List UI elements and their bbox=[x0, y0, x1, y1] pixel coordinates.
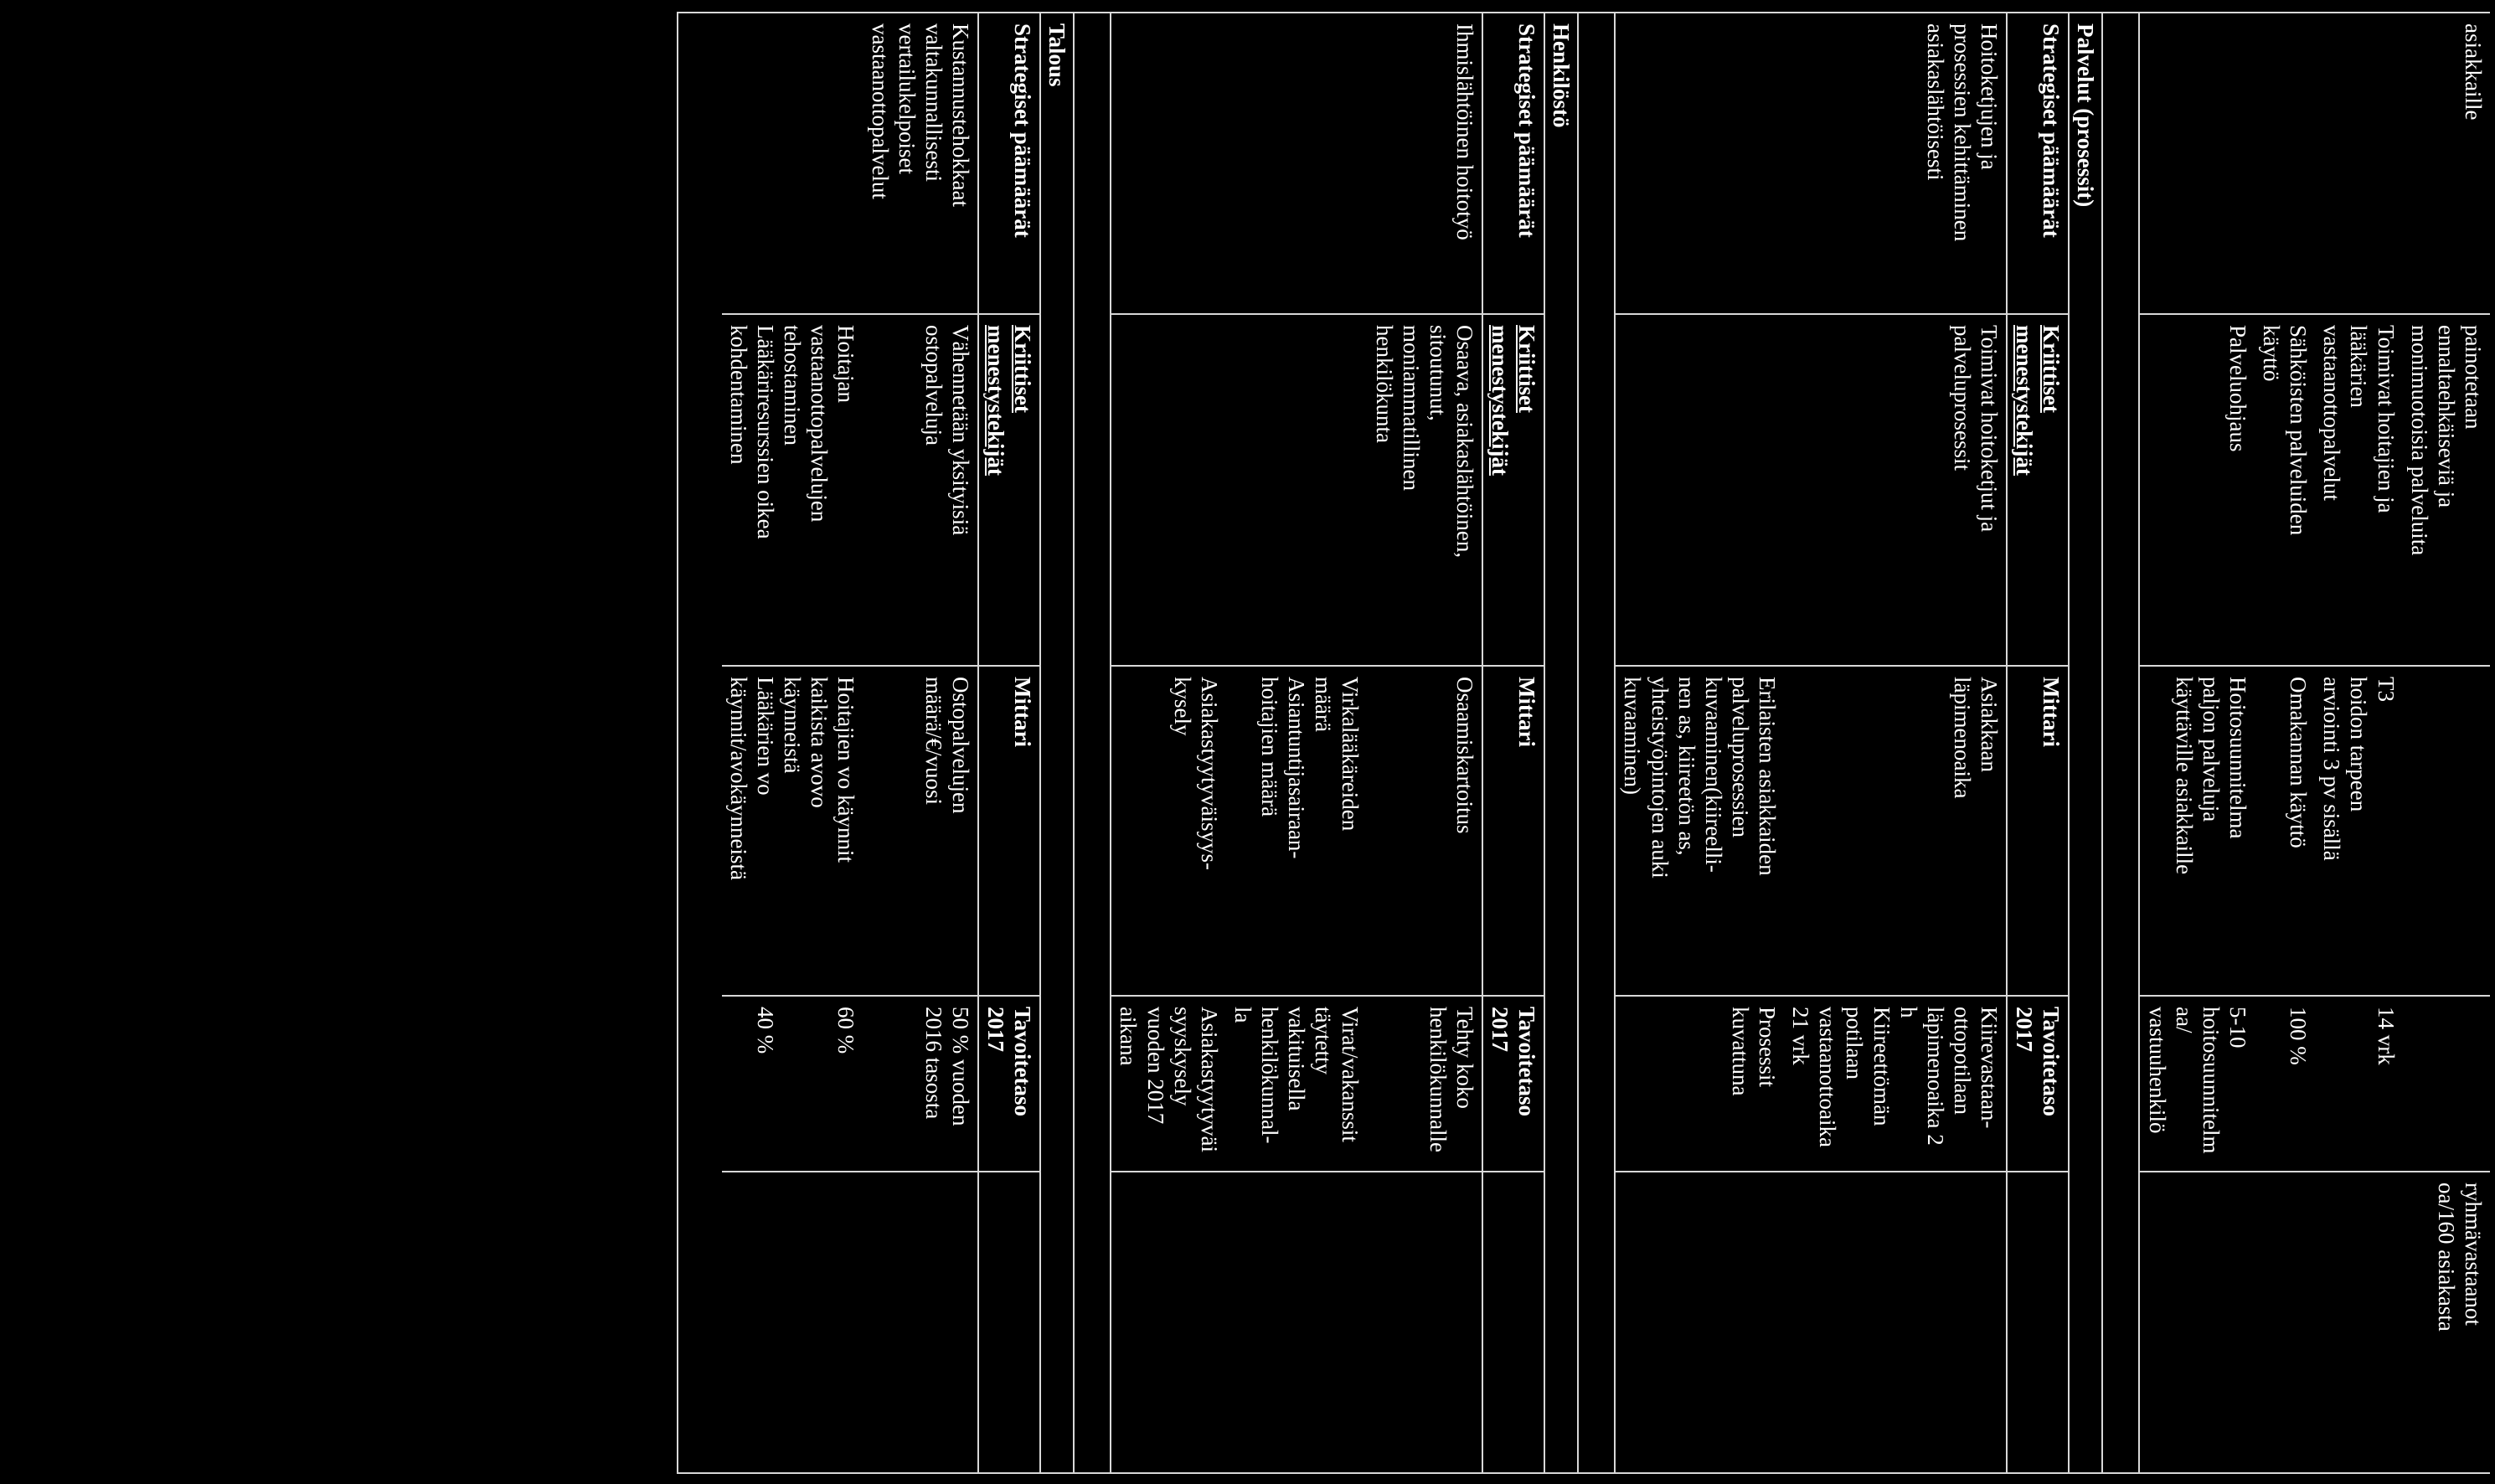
extra-cell bbox=[1226, 1172, 1368, 1473]
table-row bbox=[1784, 13, 2007, 1473]
table-row bbox=[863, 13, 979, 1473]
column-header: Strategiset päämäärät bbox=[1482, 13, 1544, 314]
column-header: Kriittiset menestystekijät bbox=[978, 314, 1040, 666]
target-cell bbox=[2403, 996, 2490, 1172]
target-cell: Tehty koko henkilökunnalle bbox=[1368, 996, 1483, 1172]
goal-cell bbox=[2255, 13, 2315, 314]
column-header: Tavoitetaso 2017 bbox=[1482, 996, 1544, 1172]
extra-cell: ryhmävastaanot oa/160 asiakasta bbox=[2403, 1172, 2490, 1473]
meter-cell: Virkalääkäreiden määrä Asiantuntijasairaan- hoitajien määrä bbox=[1226, 666, 1368, 996]
section-title-row bbox=[1544, 13, 1578, 1473]
goal-cell bbox=[1111, 13, 1226, 314]
extra-cell bbox=[1111, 1172, 1226, 1473]
extra-cell bbox=[2315, 1172, 2402, 1473]
extra-cell bbox=[863, 1172, 979, 1473]
goal-cell bbox=[1226, 13, 1368, 314]
column-header: Tavoitetaso 2017 bbox=[2007, 996, 2069, 1172]
extra-cell bbox=[1784, 1172, 2007, 1473]
factor-cell bbox=[1226, 314, 1368, 666]
header-row bbox=[978, 13, 1040, 1473]
goal-cell: Ihmislähtöinen hoitotyö bbox=[1368, 13, 1483, 314]
target-cell: Asiakastyytyväi syyskysely vuoden 2017 aikana bbox=[1111, 996, 1226, 1172]
target-cell: 5-10 hoitosuunnitelm aa/ vastuuhenkilö bbox=[2140, 996, 2255, 1172]
target-cell: Virat/vakanssit täytetty vakituisella henkilökunnal- la bbox=[1226, 996, 1368, 1172]
factor-cell bbox=[1615, 314, 1784, 666]
column-header: Mittari bbox=[2007, 666, 2069, 996]
meter-cell: Osaamiskartoitus bbox=[1368, 666, 1483, 996]
section-gap bbox=[1578, 13, 1615, 1473]
column-header: Kriittiset menestystekijät bbox=[1482, 314, 1544, 666]
goal-cell: Hoitoketjujen ja prosessien kehittäminen asiakaslähtöisesti bbox=[1784, 13, 2007, 314]
target-cell: 60 % 40 % bbox=[722, 996, 863, 1172]
meter-cell: Hoitosuunnitelma paljon palveluja käyttäville asiakkaille bbox=[2140, 666, 2255, 996]
column-header bbox=[978, 1172, 1040, 1473]
goal-cell bbox=[722, 13, 863, 314]
balanced-scorecard-table bbox=[677, 12, 2490, 1474]
column-header bbox=[2007, 1172, 2069, 1473]
meter-cell bbox=[2403, 666, 2490, 996]
target-cell: 14 vrk bbox=[2315, 996, 2402, 1172]
meter-cell: Ostopalvelujen määrä/€/vuosi bbox=[863, 666, 979, 996]
target-cell: Kiirevastaan- ottopotilaan läpimenoaika 2 h Kiireettömän potilaan vastaanottoaika 21 vrk bbox=[1784, 996, 2007, 1172]
meter-cell: Asiakkaan läpimenoaika bbox=[1784, 666, 2007, 996]
section-title-row bbox=[1040, 13, 1074, 1473]
target-cell: Prosessit kuvattuna bbox=[1615, 996, 1784, 1172]
column-header: Mittari bbox=[1482, 666, 1544, 996]
column-header: Mittari bbox=[978, 666, 1040, 996]
goal-cell bbox=[1615, 13, 1784, 314]
factor-cell: Toimivat hoitoketjut ja palveluprosessit bbox=[1784, 314, 2007, 666]
factor-cell: Hoitajan vastaanottopalvelujen tehostaminen Lääkäriresurssien oikea kohdentaminen bbox=[722, 314, 863, 666]
meter-cell: Erilaisten asiakkaiden palveluprosessien kuvaaminen(kiireelli- nen as, kiireetön as, yhteistyöpintojen auki kuvaaminen) bbox=[1615, 666, 1784, 996]
meter-cell: Omakannan käyttö bbox=[2255, 666, 2315, 996]
factor-cell: Palveluohjaus bbox=[2140, 314, 2255, 666]
section-title-row bbox=[2069, 13, 2102, 1473]
extra-cell bbox=[2255, 1172, 2315, 1473]
section-title-services: Palvelut (prosessit) bbox=[2069, 13, 2102, 1473]
section-gap bbox=[2103, 13, 2140, 1473]
goal-cell: asiakkaille bbox=[2403, 13, 2490, 314]
goal-cell bbox=[2315, 13, 2402, 314]
table-row bbox=[1111, 13, 1226, 1473]
column-header: Strategiset päämäärät bbox=[978, 13, 1040, 314]
header-row bbox=[2007, 13, 2069, 1473]
table-row bbox=[1226, 13, 1368, 1473]
table-row bbox=[2140, 13, 2255, 1473]
goal-cell bbox=[2140, 13, 2255, 314]
factor-cell: Vähennetään yksityisiä ostopalveluja bbox=[863, 314, 979, 666]
column-header: Tavoitetaso 2017 bbox=[978, 996, 1040, 1172]
target-cell: 100 % bbox=[2255, 996, 2315, 1172]
header-row bbox=[1482, 13, 1544, 1473]
section-title-staff: Henkilöstö bbox=[1544, 13, 1578, 1473]
goal-cell: Kustannustehokkaat valtakunnallisesti vertailukelpoiset vastaanottopalvelut bbox=[863, 13, 979, 314]
table-row bbox=[2403, 13, 2490, 1473]
table-end-row bbox=[678, 13, 722, 1473]
target-cell: 50 % vuoden 2016 tasosta bbox=[863, 996, 979, 1172]
section-title-finance: Talous bbox=[1040, 13, 1074, 1473]
column-header bbox=[1482, 1172, 1544, 1473]
meter-cell: T3 hoidon tarpeen arviointi 3 pv sisällä bbox=[2315, 666, 2402, 996]
factor-cell: Sähköisten palveluiden käyttö bbox=[2255, 314, 2315, 666]
factor-cell: painotetaan ennaltaehkäiseviä ja monimuotoisia palveluita bbox=[2403, 314, 2490, 666]
table-row bbox=[1368, 13, 1483, 1473]
table-row bbox=[722, 13, 863, 1473]
table-row bbox=[1615, 13, 1784, 1473]
extra-cell bbox=[1615, 1172, 1784, 1473]
column-header: Kriittiset menestystekijät bbox=[2007, 314, 2069, 666]
section-gap bbox=[1074, 13, 1111, 1473]
table-row bbox=[2315, 13, 2402, 1473]
factor-cell: Toimivat hoitajien ja lääkärien vastaanottopalvelut bbox=[2315, 314, 2402, 666]
meter-cell: Asiakastyytyväisyys- kysely bbox=[1111, 666, 1226, 996]
table-row bbox=[2255, 13, 2315, 1473]
column-header: Strategiset päämäärät bbox=[2007, 13, 2069, 314]
extra-cell bbox=[722, 1172, 863, 1473]
extra-cell bbox=[1368, 1172, 1483, 1473]
factor-cell bbox=[1111, 314, 1226, 666]
meter-cell: Hoitajien vo käynnit kaikista avovo käynneistä Lääkärien vo käynnit/avokäynneistä bbox=[722, 666, 863, 996]
extra-cell bbox=[2140, 1172, 2255, 1473]
factor-cell: Osaava, asiakaslähtöinen, sitoutunut, moniammatillinen henkilökunta bbox=[1368, 314, 1483, 666]
